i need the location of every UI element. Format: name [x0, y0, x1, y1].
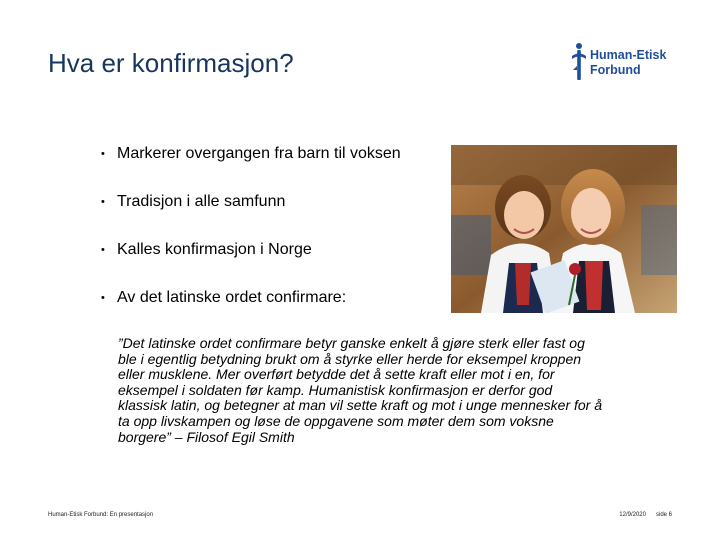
confirmation-girls-photo	[451, 145, 677, 313]
slide-title: Hva er konfirmasjon?	[48, 48, 294, 78]
footer-date: 12/9/2020	[619, 512, 646, 518]
bullet-dot-icon: •	[101, 243, 105, 256]
hef-figure-icon	[570, 42, 588, 82]
bullet-item: • Tradisjon i alle samfunn	[101, 193, 286, 210]
bullet-item: • Markerer overgangen fra barn til voksen	[101, 145, 401, 162]
logo-text	[590, 48, 666, 78]
footer-meta	[560, 512, 672, 518]
bullet-item: • Av det latinske ordet confirmare:	[101, 289, 347, 306]
bullet-dot-icon: •	[101, 291, 105, 304]
logo-line-1: Human-Etisk	[590, 48, 667, 62]
footer-page-number: side 6	[655, 512, 672, 518]
bullet-item: • Kalles konfirmasjon i Norge	[101, 241, 312, 258]
bullet-dot-icon: •	[101, 147, 105, 160]
quote-text: ”Det latinske ordet confirmare betyr ganske enkelt å gjøre sterk eller fast og ble i egentlig betydning brukt om å styrke eller herde for eksempel kroppen eller musklene. Mer overført betydde det å sette kraft eller mot i en, for eksempel i soldaten før kamp. Humanistisk konfirmasjon er derfor god klassisk latin, og betegner at man vil sette kraft og mot i unge mennesker for å ta opp livskampen og løse de oppgavene som møter dem som voksne borgere” – Filosof Egil Smith	[118, 335, 603, 445]
footer-presentation-name: Human-Etisk Forbund: En presentasjon	[48, 512, 154, 518]
bullet-dot-icon: •	[101, 195, 105, 208]
hef-logo	[570, 38, 680, 86]
logo-line-2: Forbund	[590, 63, 641, 77]
